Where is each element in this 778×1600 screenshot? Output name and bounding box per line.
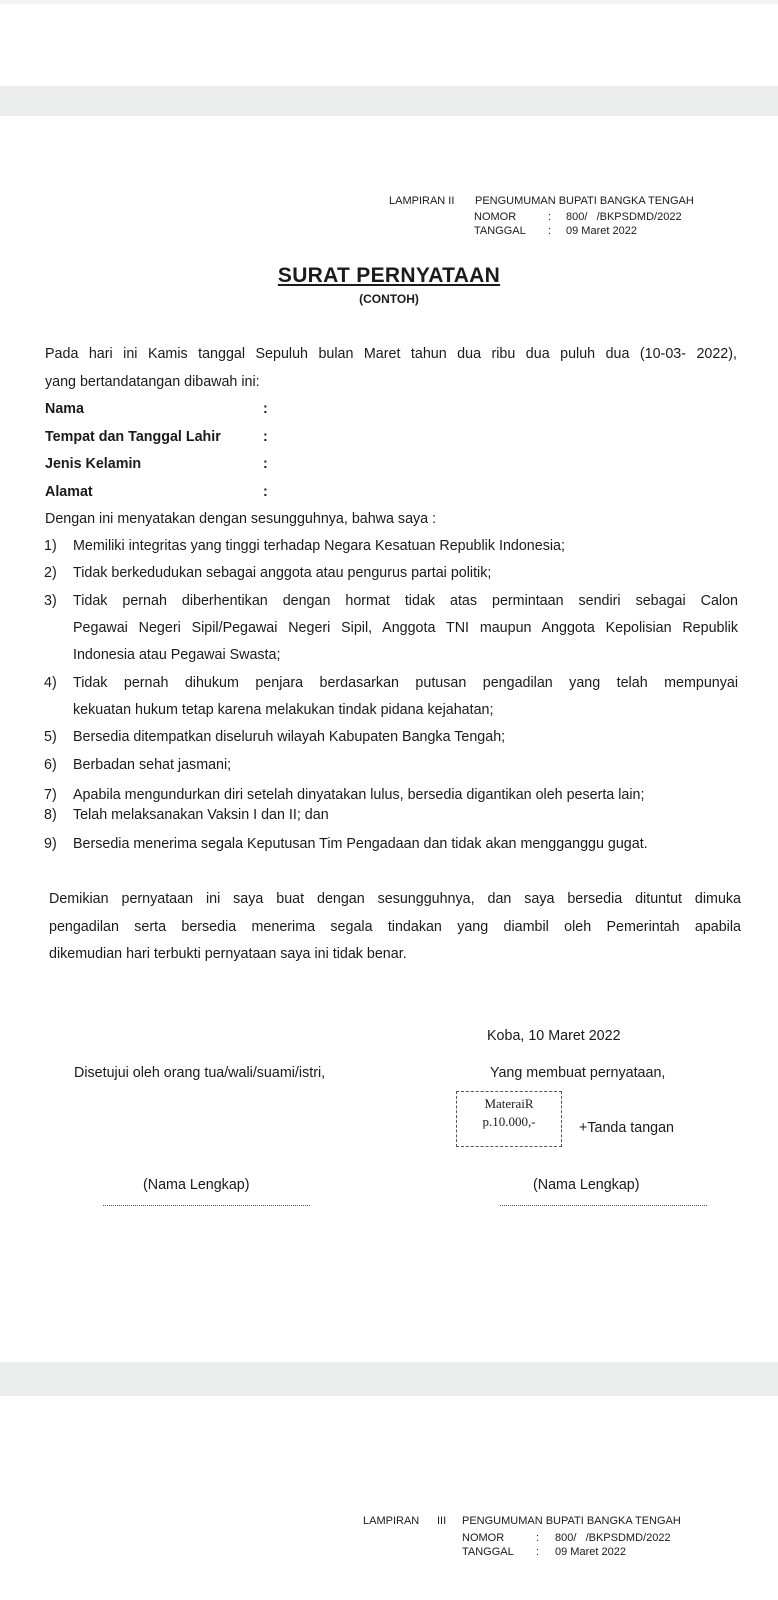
- materai-line-1: MateraiR: [484, 1096, 534, 1111]
- item-text: Tidak pernah diberhentikan dengan hormat tidak atas permintaan sendiri sebagai Calon: [73, 593, 738, 609]
- item-text: Bersedia ditempatkan diseluruh wilayah Kabupaten Bangka Tengah;: [73, 729, 506, 745]
- name-left: (Nama Lengkap): [143, 1177, 250, 1193]
- field-label-ttl: Tempat dan Tanggal Lahir: [45, 429, 221, 445]
- nomor-value: 800/ /BKPSDMD/2022: [555, 1532, 671, 1544]
- document-subtitle: (CONTOH): [359, 292, 419, 306]
- tanggal-value: 09 Maret 2022: [566, 225, 637, 237]
- approved-by-label: Disetujui oleh orang tua/wali/suami/istri,: [74, 1065, 326, 1081]
- item-text: Pegawai Negeri Sipil/Pegawai Negeri Sipil, Anggota TNI maupun Anggota Kepolisian Republik: [73, 620, 738, 636]
- nomor-sep: :: [548, 211, 552, 223]
- page-gap: [0, 86, 778, 116]
- item-text: Apabila mengundurkan diri setelah dinyatakan lulus, bersedia digantikan oleh peserta lain;: [73, 787, 645, 803]
- item-text: kekuatan hukum tetap karena melakukan tindak pidana kejahatan;: [73, 702, 494, 718]
- item-number: 7): [44, 787, 57, 803]
- field-label-alamat: Alamat: [45, 484, 93, 500]
- item-text: Telah melaksanakan Vaksin I dan II; dan: [73, 807, 329, 823]
- lampiran-roman: III: [437, 1515, 447, 1527]
- field-sep: :: [263, 429, 268, 445]
- item-text: Bersedia menerima segala Keputusan Tim Pengadaan dan tidak akan mengganggu gugat.: [73, 836, 648, 852]
- field-label-nama: Nama: [45, 401, 84, 417]
- document-title: SURAT PERNYATAAN: [277, 264, 501, 287]
- item-number: 6): [44, 757, 57, 773]
- item-text: Berbadan sehat jasmani;: [73, 757, 232, 773]
- signature-line-left: [103, 1205, 310, 1206]
- materai-stamp-box: [456, 1091, 562, 1147]
- item-text: Tidak berkedudukan sebagai anggota atau pengurus partai politik;: [73, 565, 492, 581]
- field-sep: :: [263, 456, 268, 472]
- tanggal-sep: :: [536, 1546, 540, 1558]
- signature-line-right: [500, 1205, 707, 1206]
- viewer-top-edge: [0, 0, 778, 4]
- lampiran-label: LAMPIRAN II: [389, 195, 455, 207]
- materai-line-2: p.10.000,-: [482, 1114, 536, 1129]
- page-gap: [0, 1362, 778, 1396]
- tanggal-label: TANGGAL: [462, 1546, 514, 1558]
- item-text: Memiliki integritas yang tinggi terhadap Negara Kesatuan Republik Indonesia;: [73, 538, 565, 554]
- tanggal-sep: :: [548, 225, 552, 237]
- nomor-label: NOMOR: [474, 211, 517, 223]
- closing-line-3: dikemudian hari terbukti pernyataan saya ini tidak benar.: [49, 946, 407, 962]
- closing-line-1: Demikian pernyataan ini saya buat dengan sesungguhnya, dan saya bersedia dituntut dimuka: [49, 891, 741, 907]
- item-text: Tidak pernah dihukum penjara berdasarkan putusan pengadilan yang telah mempunyai: [73, 675, 738, 691]
- name-right: (Nama Lengkap): [533, 1177, 640, 1193]
- lampiran-text: PENGUMUMAN BUPATI BANGKA TENGAH: [475, 195, 694, 207]
- signature-label: +Tanda tangan: [579, 1120, 675, 1136]
- intro-line-1: Pada hari ini Kamis tanggal Sepuluh bulan Maret tahun dua ribu dua puluh dua (10-03- 2022),: [45, 346, 737, 362]
- made-by-label: Yang membuat pernyataan,: [490, 1065, 666, 1081]
- item-number: 8): [44, 807, 57, 823]
- item-text: Indonesia atau Pegawai Swasta;: [73, 647, 281, 663]
- field-sep: :: [263, 401, 268, 417]
- nomor-value: 800/ /BKPSDMD/2022: [566, 211, 682, 223]
- item-number: 3): [44, 593, 57, 609]
- tanggal-value: 09 Maret 2022: [555, 1546, 626, 1558]
- item-number: 2): [44, 565, 57, 581]
- field-label-jenis-kelamin: Jenis Kelamin: [45, 456, 142, 472]
- nomor-sep: :: [536, 1532, 540, 1544]
- intro-line-2: yang bertandatangan dibawah ini:: [45, 374, 260, 390]
- field-sep: :: [263, 484, 268, 500]
- tanggal-label: TANGGAL: [474, 225, 526, 237]
- nomor-label: NOMOR: [462, 1532, 505, 1544]
- item-number: 1): [44, 538, 57, 554]
- place-date: Koba, 10 Maret 2022: [487, 1028, 621, 1044]
- item-number: 4): [44, 675, 57, 691]
- closing-line-2: pengadilan serta bersedia menerima segala tindakan yang diambil oleh Pemerintah apabila: [49, 919, 741, 935]
- item-number: 5): [44, 729, 57, 745]
- lampiran-text: PENGUMUMAN BUPATI BANGKA TENGAH: [462, 1515, 681, 1527]
- item-number: 9): [44, 836, 57, 852]
- lampiran-label: LAMPIRAN: [363, 1515, 420, 1527]
- declaration-text: Dengan ini menyatakan dengan sesungguhnya, bahwa saya :: [45, 511, 437, 527]
